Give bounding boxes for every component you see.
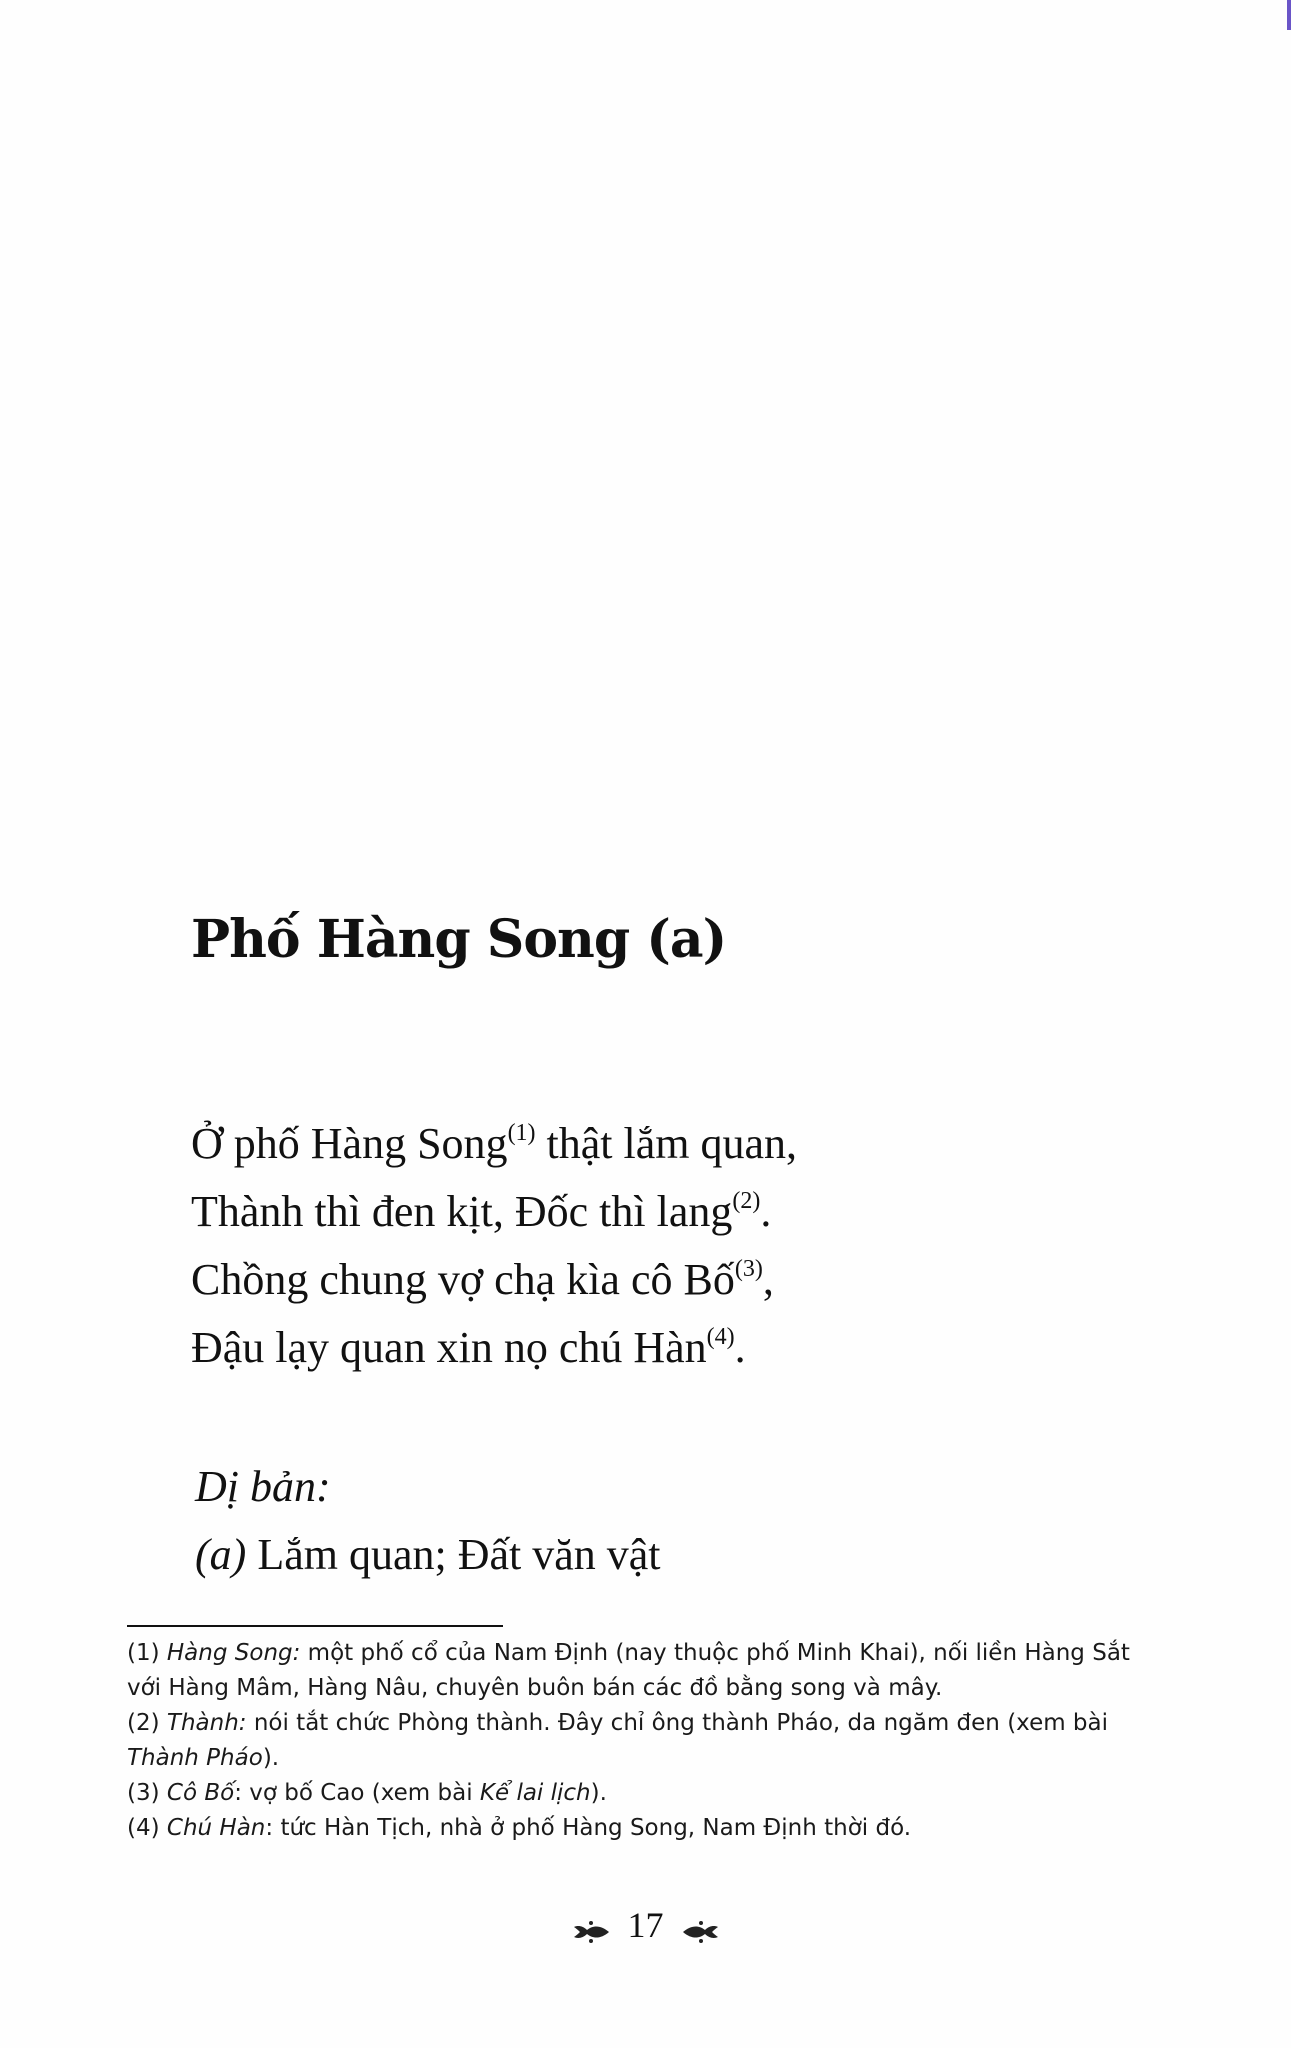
footnote-text: ). [262, 1745, 280, 1771]
footnote-number: (2) [127, 1710, 167, 1736]
poem-line-text: Đậu lạy quan xin nọ chú Hàn [191, 1323, 707, 1372]
footnote-term: Hàng Song: [166, 1640, 301, 1666]
variant-heading: Dị bản: [195, 1462, 331, 1511]
poem-line-text: Ở phố Hàng Song [191, 1119, 508, 1168]
variant-section [195, 1453, 661, 1589]
leaf-ornament-left-icon [571, 1910, 611, 1940]
footnote-term: Cô Bố [166, 1780, 235, 1806]
variant-key: (a) [195, 1530, 247, 1579]
variant-line [195, 1521, 661, 1589]
footnote-ref: (4) [706, 1324, 735, 1350]
footnote-3 [127, 1776, 1167, 1811]
poem-line-text: Thành thì đen kịt, Đốc thì lang [191, 1187, 733, 1236]
footnote-text: nói tắt chức Phòng thành. Đây chỉ ông thành Pháo, da ngăm đen (xem bài [246, 1710, 1109, 1736]
poem-line-text: Chồng chung vợ chạ kìa cô Bố [191, 1255, 735, 1304]
variant-text: Lắm quan; Đất văn vật [246, 1530, 661, 1579]
poem-body [191, 1110, 797, 1382]
footnote-2 [127, 1706, 1167, 1776]
poem-line-text: thật lắm quan, [535, 1119, 798, 1168]
footnote-text: một phố cổ của Nam Định (nay thuộc phố Minh Khai), nối liền Hàng Sắt với Hàng Mâm, Hàng Nâu, chuyên buôn bán các đồ bằng song và mây. [127, 1640, 1130, 1701]
poem-title: Phố Hàng Song (a) [191, 909, 727, 970]
footnote-term: Chú Hàn [166, 1815, 266, 1841]
footnote-1 [127, 1636, 1167, 1706]
poem-line-text: . [760, 1187, 772, 1236]
footnotes [127, 1636, 1167, 1846]
footnote-text: ). [590, 1780, 607, 1806]
footnote-number: (1) [127, 1640, 167, 1666]
poem-line-3 [191, 1246, 797, 1314]
footnote-term: Thành: [166, 1710, 247, 1736]
footnote-ref: (1) [507, 1120, 536, 1146]
footnote-ref: (3) [734, 1256, 763, 1282]
poem-line-text: , [762, 1255, 774, 1304]
footnote-ref: (2) [732, 1188, 761, 1214]
page-footer [0, 1896, 1291, 1950]
poem-line-1 [191, 1110, 797, 1178]
footnote-crossref: Thành Pháo [127, 1745, 263, 1771]
footnote-number: (4) [127, 1815, 167, 1841]
footnote-crossref: Kể lai lịch [479, 1780, 591, 1806]
footnote-number: (3) [127, 1780, 167, 1806]
leaf-ornament-right-icon [681, 1910, 721, 1940]
page-number: 17 [627, 1904, 664, 1945]
footnote-text: : vợ bố Cao (xem bài [234, 1780, 480, 1806]
scan-edge-mark [1287, 0, 1291, 30]
footnote-divider [127, 1625, 503, 1627]
poem-line-text: . [734, 1323, 746, 1372]
poem-line-4 [191, 1314, 797, 1382]
footnote-text: : tức Hàn Tịch, nhà ở phố Hàng Song, Nam Định thời đó. [265, 1815, 912, 1841]
poem-line-2 [191, 1178, 797, 1246]
footnote-4 [127, 1811, 1167, 1846]
